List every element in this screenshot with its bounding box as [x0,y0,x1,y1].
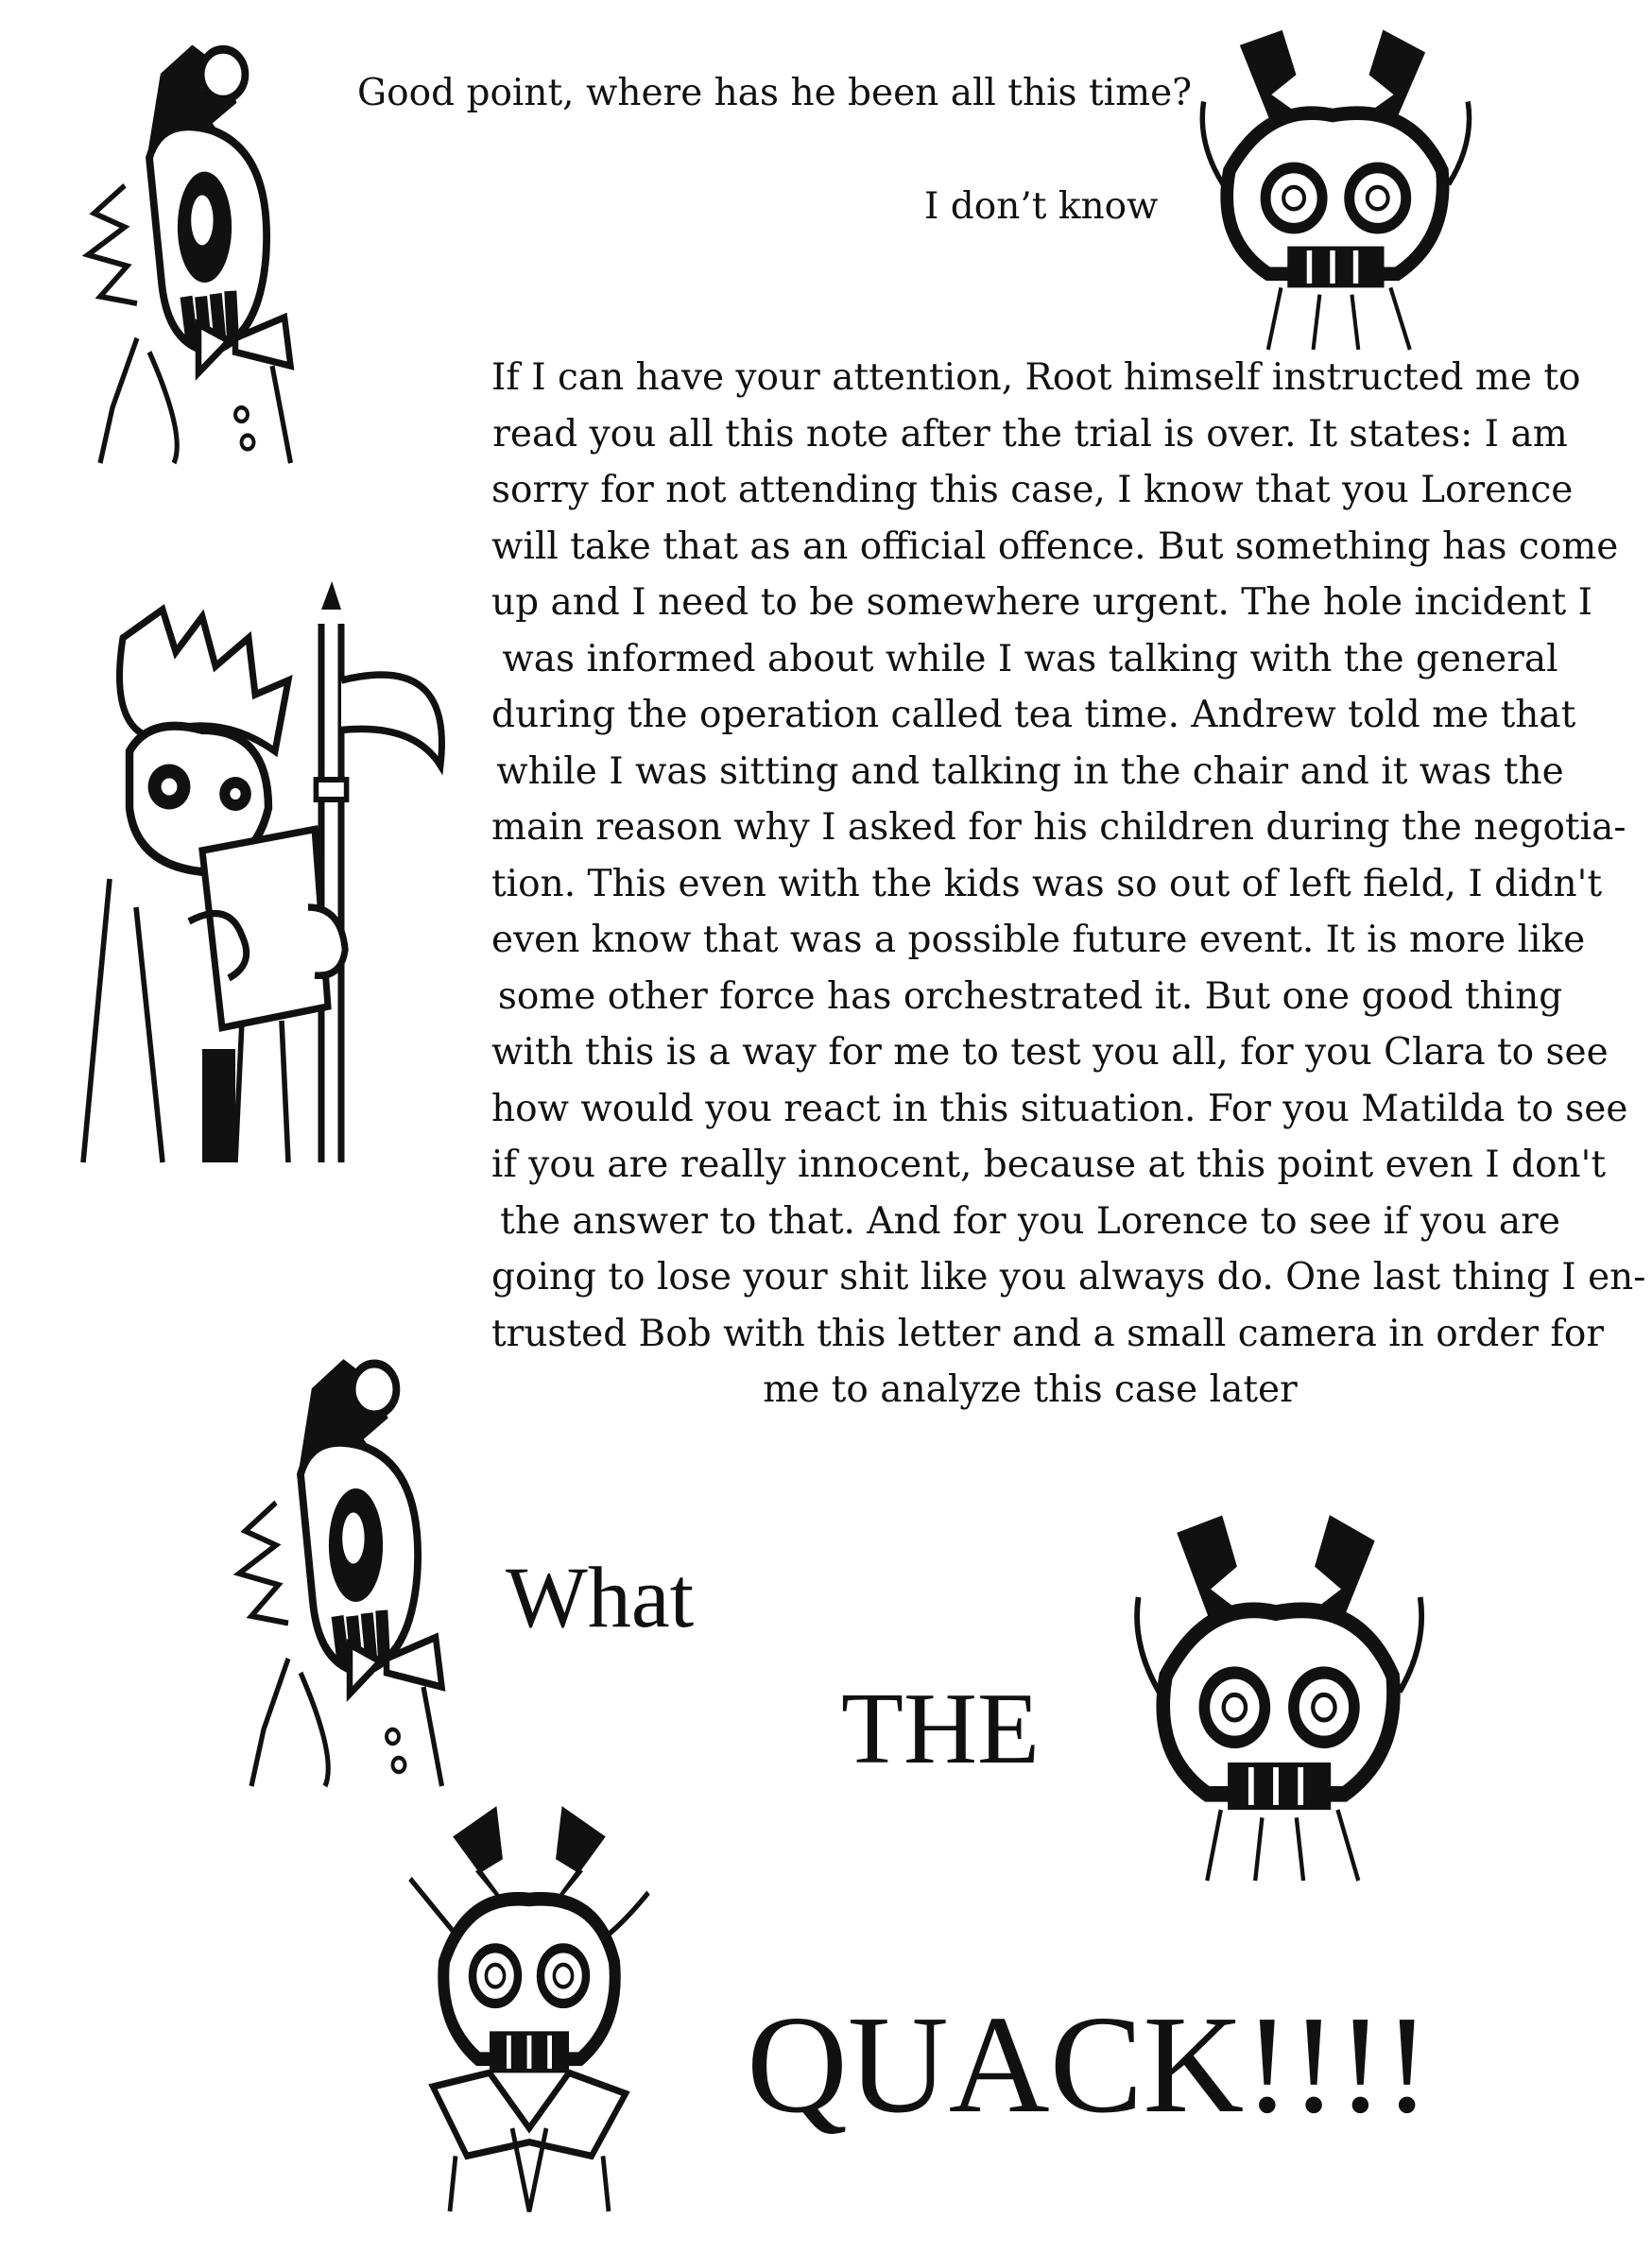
note-line: tion. This even with the kids was so out of left field, I didn't [491,862,1603,905]
halberd-reader-character-icon [57,595,454,1162]
note-line: was informed about while I was talking with the general [502,637,1558,680]
note-line: read you all this note after the trial is over. It states: I am [492,412,1568,456]
note-line: up and I need to be somewhere urgent. The hole incident I [491,581,1592,624]
note-line: will take that as an official offence. But something has come [491,525,1619,568]
dialogue-question: Good point, where has he been all this time? [357,72,1193,114]
note-line: sorry for not attending this case, I know that you Lorence [491,469,1574,511]
bowtie-character-icon [76,19,321,463]
exclamation-the: THE [841,1673,1040,1785]
spiky-mask-character-icon [387,1796,671,2211]
note-line: main reason why I asked for his children during the negotia- [491,806,1626,849]
note-line: how would you react in this situation. For you Matilda to see [491,1087,1628,1130]
bowtie-character-icon [227,1333,473,1786]
note-line: some other force has orchestrated it. But one good thing [497,974,1563,1018]
note-line: while I was sitting and talking in the chair and it was the [496,749,1564,793]
note-line: going to lose your shit like you always do. One last thing I en- [491,1256,1646,1298]
note-line: even know that was a possible future event. It is more like [491,919,1586,961]
exclamation-quack: QUACK!!!! [747,1987,1431,2142]
note-line: with this is a way for me to test you all, for you Clara to see [491,1031,1609,1074]
dialogue-answer: I don’t know [924,185,1159,228]
note-line: If I can have your attention, Root himself instructed me to [491,356,1581,399]
note-text [491,350,1646,1419]
exclamation-what: What [506,1549,695,1645]
note-line: me to analyze this case later [763,1368,1298,1411]
note-line: the answer to that. And for you Lorence to see if you are [500,1199,1560,1243]
horned-mask-character-icon [1125,1503,1427,1881]
note-line: trusted Bob with this letter and a small camera in order for [491,1312,1604,1355]
horned-mask-character-icon [1191,19,1474,350]
note-line: during the operation called tea time. Andrew told me that [491,694,1576,736]
note-line: if you are really innocent, because at this point even I don't [491,1144,1607,1186]
